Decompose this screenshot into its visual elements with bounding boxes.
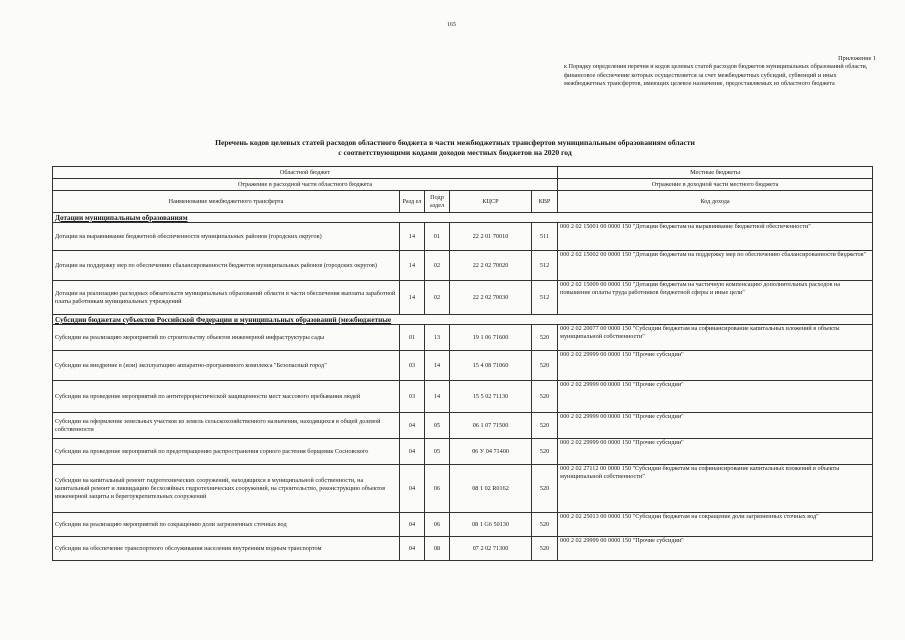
table-row xyxy=(53,413,873,439)
cell-kcsr: 06 1 07 71500 xyxy=(450,413,532,439)
cell-kod: 000 2 02 15001 00 0000 150 "Дотации бюджетам на выравнивание бюджетной обеспеченности" xyxy=(558,223,873,251)
cell-podr: 14 xyxy=(425,351,450,381)
appendix-note xyxy=(564,55,876,89)
table-row xyxy=(53,223,873,251)
cell-kod: 000 2 02 29999 00 0000 150 "Прочие субсидии" xyxy=(558,439,873,465)
cell-name: Субсидии на оформление земельных участков из земель сельскохозяйственного назначения, находящихся в общей долевой собственности xyxy=(53,413,400,439)
page-number: 165 xyxy=(447,22,456,28)
cell-kcsr: 19 1 06 71600 xyxy=(450,325,532,351)
title-line-1: Перечень кодов целевых статей расходов областного бюджета в части межбюджетных трансфертов муниципальным образованиям области xyxy=(215,138,695,147)
header-local: Местные бюджеты xyxy=(558,167,873,179)
cell-podr: 02 xyxy=(425,281,450,315)
cell-name: Субсидии на внедрение в (или) эксплуатацию аппаратно-программного комплекса "Безопасный город" xyxy=(53,351,400,381)
header-podr: Подр аздел xyxy=(425,191,450,213)
header-kvr: КВР xyxy=(532,191,558,213)
header-regional-reflection: Отражение в расходной части областного бюджета xyxy=(53,179,558,191)
cell-kvr: 520 xyxy=(532,413,558,439)
cell-name: Субсидии на реализацию мероприятий по сокращению доли загрязненных сточных вод xyxy=(53,513,400,537)
cell-rzd: 04 xyxy=(400,413,425,439)
cell-kvr: 520 xyxy=(532,537,558,561)
table-row xyxy=(53,325,873,351)
cell-kvr: 520 xyxy=(532,381,558,413)
cell-rzd: 04 xyxy=(400,513,425,537)
title-line-2: с соответствующими кодами доходов местных бюджетов на 2020 год xyxy=(338,147,572,157)
cell-kvr: 520 xyxy=(532,465,558,513)
section-subsidies: Субсидии бюджетам субъектов Российской Федерации и муниципальных образований (межбюджетные xyxy=(53,315,873,325)
cell-podr: 13 xyxy=(425,325,450,351)
table-row xyxy=(53,351,873,381)
cell-kcsr: 22 2 02 70030 xyxy=(450,281,532,315)
table-row xyxy=(53,513,873,537)
cell-podr: 05 xyxy=(425,413,450,439)
table-row xyxy=(53,281,873,315)
header-name: Наименование межбюджетного трансферта xyxy=(53,191,400,213)
cell-kvr: 520 xyxy=(532,351,558,381)
cell-kcsr: 06 У 04 71400 xyxy=(450,439,532,465)
header-regional: Областной бюджет xyxy=(53,167,558,179)
appendix-title: Приложение 1 xyxy=(838,55,876,62)
cell-kcsr: 22 2 01 70010 xyxy=(450,223,532,251)
cell-podr: 06 xyxy=(425,465,450,513)
cell-kvr: 520 xyxy=(532,513,558,537)
table-row xyxy=(53,251,873,281)
cell-name: Субсидии на проведение мероприятий по предотвращению распространения сорного растения борщевик Сосновского xyxy=(53,439,400,465)
cell-kod: 000 2 02 29999 00 0000 150 "Прочие субсидии" xyxy=(558,413,873,439)
cell-rzd: 14 xyxy=(400,281,425,315)
cell-kcsr: 08 1 G6 50130 xyxy=(450,513,532,537)
cell-rzd: 14 xyxy=(400,223,425,251)
cell-podr: 02 xyxy=(425,251,450,281)
cell-podr: 08 xyxy=(425,537,450,561)
cell-rzd: 03 xyxy=(400,351,425,381)
cell-rzd: 03 xyxy=(400,381,425,413)
cell-kvr: 520 xyxy=(532,439,558,465)
section-dotations: Дотации муниципальным образованиям xyxy=(53,213,873,223)
table-row xyxy=(53,439,873,465)
appendix-text: к Порядку определения перечня и кодов целевых статей расходов бюджетов муниципальных образований области, финансовое обеспечение которых осуществляется за счет межбюджетных субсидий, субвенций и иных межбюджетных трансфертов, имеющих целевое назначение, предоставляемых из областного бюджета xyxy=(564,63,868,88)
cell-kod: 000 2 02 29999 00 0000 150 "Прочие субсидии" xyxy=(558,351,873,381)
header-local-reflection: Отражение в доходной части местного бюджета xyxy=(558,179,873,191)
header-rzd: Разд ел xyxy=(400,191,425,213)
header-kcsr: КЦСР xyxy=(450,191,532,213)
cell-kod: 000 2 02 29999 00 0000 150 "Прочие субсидии" xyxy=(558,537,873,561)
cell-kod: 000 2 02 15009 00 0000 150 "Дотации бюджетам на частичную компенсацию дополнительных расходов на повышение оплаты труда работников бюджетной сферы и иные цели" xyxy=(558,281,873,315)
cell-kcsr: 08 1 02 R0162 xyxy=(450,465,532,513)
cell-rzd: 01 xyxy=(400,325,425,351)
cell-rzd: 04 xyxy=(400,439,425,465)
cell-name: Субсидии на капитальный ремонт гидротехнических сооружений, находящихся в муниципальной собственности, на капитальный ремонт и ликвидацию бесхозяйных гидротехнических сооружений, на строительство, реконструкцию объектов инженерной защиты и берегоукрепительных сооружений xyxy=(53,465,400,513)
cell-rzd: 04 xyxy=(400,465,425,513)
cell-podr: 14 xyxy=(425,381,450,413)
table-row xyxy=(53,381,873,413)
cell-kcsr: 15 5 02 71130 xyxy=(450,381,532,413)
cell-name: Субсидии на проведение мероприятий по антитеррористической защищенности мест массового пребывания людей xyxy=(53,381,400,413)
cell-name: Дотации на реализацию расходных обязательств муниципальных образований области в части обеспечения выплаты заработной платы работникам муниципальных учреждений xyxy=(53,281,400,315)
table-row xyxy=(53,537,873,561)
cell-kvr: 512 xyxy=(532,251,558,281)
cell-name: Субсидии на реализацию мероприятий по строительству объектов инженерной инфраструктуры сады xyxy=(53,325,400,351)
header-kod: Код дохода xyxy=(558,191,873,213)
cell-kcsr: 07 2 02 71300 xyxy=(450,537,532,561)
cell-kod: 000 2 02 15002 00 0000 150 "Дотации бюджетам на поддержку мер по обеспечению сбалансированности бюджетов" xyxy=(558,251,873,281)
cell-kod: 000 2 02 25013 00 0000 150 "Субсидии бюджетам на сокращение доли загрязненных сточных вод" xyxy=(558,513,873,537)
cell-rzd: 14 xyxy=(400,251,425,281)
cell-rzd: 04 xyxy=(400,537,425,561)
cell-kvr: 511 xyxy=(532,223,558,251)
transfers-table xyxy=(52,166,873,561)
cell-kcsr: 22 2 02 70020 xyxy=(450,251,532,281)
cell-kod: 000 2 02 27112 00 0000 150 "Субсидии бюджетам на софинансирование капитальных вложений в объекты муниципальной собственности" xyxy=(558,465,873,513)
cell-podr: 01 xyxy=(425,223,450,251)
cell-kvr: 520 xyxy=(532,325,558,351)
document-title xyxy=(60,138,850,157)
cell-kvr: 512 xyxy=(532,281,558,315)
cell-name: Субсидии на обеспечение транспортного обслуживания населения внутренним водным транспортом xyxy=(53,537,400,561)
cell-kod: 000 2 02 29999 00 0000 150 "Прочие субсидии" xyxy=(558,381,873,413)
cell-podr: 05 xyxy=(425,439,450,465)
cell-name: Дотации на выравнивание бюджетной обеспеченности муниципальных районов (городских округов) xyxy=(53,223,400,251)
cell-podr: 06 xyxy=(425,513,450,537)
cell-kod: 000 2 02 20077 00 0000 150 "Субсидии бюджетам на софинансирование капитальных вложений в объекты муниципальной собственности" xyxy=(558,325,873,351)
cell-kcsr: 15 4 08 71060 xyxy=(450,351,532,381)
cell-name: Дотации на поддержку мер по обеспечению сбалансированности бюджетов муниципальных районов (городских округов) xyxy=(53,251,400,281)
table-row xyxy=(53,465,873,513)
